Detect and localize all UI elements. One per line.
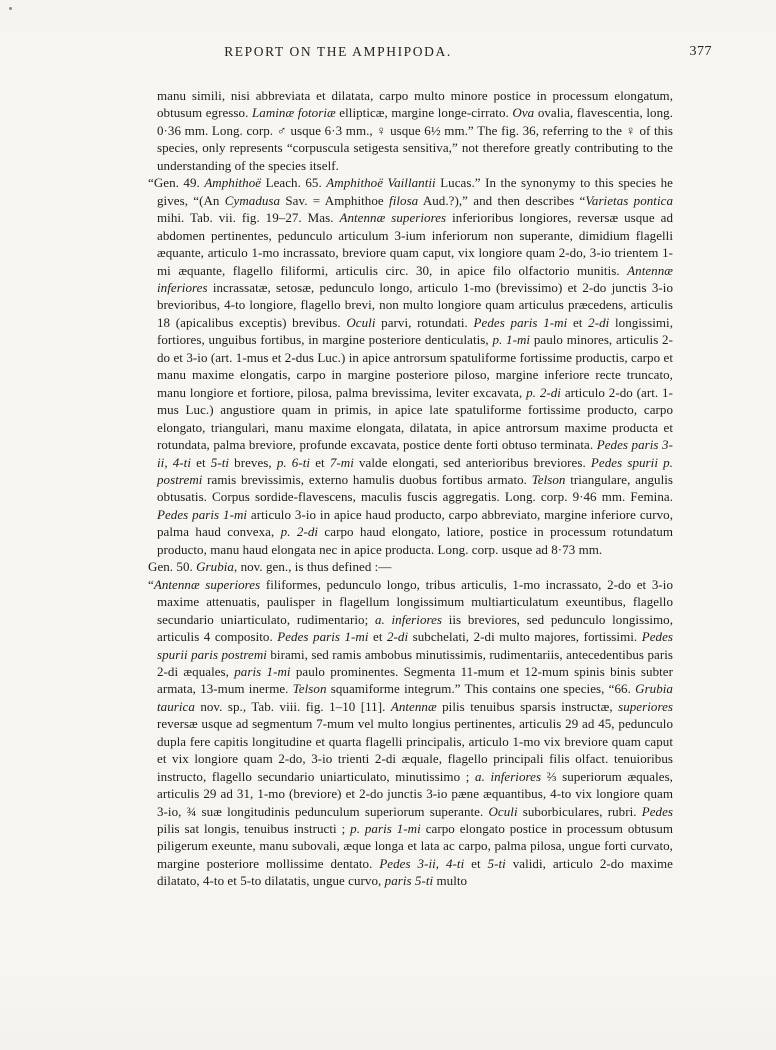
italic-text-run: Pedes 3-ii, 4-ti <box>379 855 465 871</box>
text-run: reversæ usque ad segmentum 7-mum vel multo longius pertinentes, articulis 29 ad 45, pedunculo dupla fere capitis longitudine et quarta flagelli principalis, articulo 1-mo vix breviore quam caput et vix longiore quam 2-do, 3-io trienti 2-di æquale, flagello principali filis olfact. tenuioribus instructo, flagello secundario uniarticulato, minutissimo ; <box>157 716 673 784</box>
page-header-title: REPORT ON THE AMPHIPODA. <box>224 44 452 59</box>
italic-text-run: Antennæ superiores <box>339 210 447 226</box>
italic-text-run: paris 1-mi <box>234 663 291 679</box>
text-run: Aud.?),” and then describes “ <box>418 192 586 208</box>
italic-text-run: Pedes paris 3-ii, 4-ti <box>157 437 673 470</box>
text-run: , nov. gen., is thus defined :— <box>233 559 392 575</box>
text-run: squamiforme integrum.” This contains one species, “66. <box>326 681 636 697</box>
text-run: mihi. Tab. vii. fig. 19–27. Mas. <box>157 210 340 226</box>
text-run: parvi, rotundati. <box>375 314 474 330</box>
text-run: paulo prominentes. Segmenta 11-mum et 12-mum spinis binis subter armata, 13-mum inerme. <box>157 663 673 697</box>
italic-text-run: Pedes spurii paris postremi <box>157 629 673 662</box>
italic-text-run: p. 6-ti <box>276 454 311 470</box>
italic-text-run: a. inferiores <box>374 611 443 627</box>
text-run: pilis tenuibus sparsis instructæ, <box>436 698 619 714</box>
italic-text-run: Grubia <box>196 559 234 575</box>
italic-text-run: p. 1-mi <box>492 332 531 348</box>
text-run: ovalia, flavescentia, long. 0·36 mm. Long. corp. ♂ usque 6·3 mm., ♀ usque 6½ mm.” The fig. 36, referring to the ♀ of this species, only represents “corpuscula setigesta sensitiva,” not therefore greatly contributing to the understanding of the species itself. <box>157 105 673 173</box>
italic-text-run: 2-di <box>588 314 610 330</box>
italic-text-run: Laminæ fotoriæ <box>251 105 336 121</box>
italic-text-run: Antennæ inferiores <box>157 262 673 295</box>
text-run: et <box>310 454 330 470</box>
italic-text-run: Amphithoë <box>204 175 262 191</box>
text-run: et <box>191 454 211 470</box>
text-run: incrassatæ, setosæ, pedunculo longo, articulo 1-mo (brevissimo) et 2-do junctis 3-io brevioribus, 4-to longiore, flagello brevi, non multo longiore quam articulus præcedens, articulis 18 (apicalibus exceptis) brevibus. <box>157 279 673 330</box>
italic-text-run: 2-di <box>386 629 409 645</box>
italic-text-run: Pedes paris 1-mi <box>157 506 248 522</box>
text-run: longissimi, fortiores, unguibus fortibus, in margine posteriore denticulatis, <box>157 314 673 348</box>
page-body <box>148 87 674 890</box>
text-run: ramis brevissimis, externo hamulis duobus fortibus armato. <box>202 471 532 487</box>
text-run: “ <box>148 576 154 592</box>
page-header <box>0 44 776 64</box>
text-run: et <box>567 314 589 330</box>
text-run: et <box>464 855 488 871</box>
paragraph <box>148 174 674 558</box>
paragraph <box>157 87 673 174</box>
text-run: breves, <box>229 454 277 470</box>
italic-text-run: Pedes paris 1-mi <box>473 314 568 330</box>
text-run: et <box>368 629 387 645</box>
italic-text-run: Amphithoë Vaillantii <box>326 175 436 191</box>
text-run: paulo minores, articulis 2-do et 3-io (art. 1-mus et 2-dus Luc.) in apice antrorsum spatuliforme fortissime productis, carpo et manu maxime elongatis, carpo in margine posteriore piloso, margine inferiore recte truncato, manu longiore et fortiore, pilosa, palma brevissima, leviter excavata, <box>157 332 673 400</box>
text-run: pilis sat longis, tenuibus instructi ; <box>157 821 351 837</box>
text-run: iis breviores, sed pedunculo longissimo, articulis 4 composito. <box>157 611 673 645</box>
italic-text-run: Oculi <box>346 314 376 330</box>
italic-text-run: Varietas pontica <box>585 192 674 208</box>
italic-text-run: Telson <box>292 681 327 697</box>
text-run: multo <box>433 873 468 889</box>
italic-text-run: 5-ti <box>210 454 230 470</box>
text-run: manu simili, nisi abbreviata et dilatata, carpo multo minore postice in processum elongatum, obtusum egresso. <box>157 88 673 121</box>
text-run: articulo 2-do (art. 1-mus Luc.) angustiore quam in primis, in apice late spatuliforme fortissime producto, carpo elongato, triangulari, manu maxime elongata, dilatata, in apice antrorsum maxime producta et rotundata, palma breviore, profunde excavata, postice dente forti obtuso terminata. <box>157 384 673 453</box>
text-run: carpo elongato postice in processum obtusum piligerum exeunte, manu subovali, æque longa et lata ac carpo, palma pilosa, ungue forti curvato, margine posteriore mollissime dentato. <box>157 821 673 871</box>
italic-text-run: a. inferiores <box>475 768 542 784</box>
italic-text-run: Telson <box>531 471 566 487</box>
text-run: validi, articulo 2-do maxime dilatato, 4-to et 5-to dilatatis, ungue curvo, <box>157 855 673 889</box>
text-run: ⅔ superiorum æquales, articulis 29 ad 31, 1-mo (breviore) et 2-do junctis 3-io pæne æquantibus, 4-to vix longiore quam 3-io, ¾ suæ longitudinis pedunculum superiorum superante. <box>157 768 673 819</box>
page-number: 377 <box>689 44 712 59</box>
italic-text-run: Ova <box>512 105 535 121</box>
italic-text-run: p. 2-di <box>280 524 319 540</box>
paragraph <box>148 576 674 890</box>
text-run: Leach. 65. <box>261 175 327 191</box>
text-run: “Gen. 49. <box>148 175 205 191</box>
italic-text-run: Pedes <box>641 803 674 819</box>
text-run: carpo haud elongato, latiore, postice in processum rotundatum producto, manu haud elongata nec in apice producta. Long. corp. usque ad 8·73 mm. <box>157 524 673 557</box>
text-run: subchelati, 2-di multo majores, fortissimi. <box>408 629 642 645</box>
italic-text-run: Pedes spurii p. postremi <box>157 454 673 487</box>
text-run: nov. sp., Tab. viii. fig. 1–10 [11]. <box>194 698 391 714</box>
text-run: filiformes, pedunculo longo, tribus articulis, 1-mo incrassato, 2-do et 3-io maxime attenuatis, paulisper in flagellum longissimum multiarticulatum exeuntibus, flagello secundario uniarticulato, rudimentario; <box>157 576 673 627</box>
italic-text-run: Cymadusa <box>224 192 281 208</box>
text-run: triangulare, angulis obtusatis. Corpus sordide-flavescens, maculis fuscis aggregatis. Long. corp. 9·46 mm. Femina. <box>157 471 673 505</box>
italic-text-run: Antennæ <box>390 698 437 714</box>
italic-text-run: Grubia taurica <box>157 681 673 714</box>
text-run: Sav. = Amphithoe <box>280 192 390 208</box>
italic-text-run: filosa <box>389 192 419 208</box>
text-run: articulo 3-io in apice haud producto, carpo abbreviato, margine inferiore curvo, palma haud convexa, <box>157 506 673 540</box>
italic-text-run: 7-mi <box>329 454 354 470</box>
text-run: valde elongati, sed anterioribus breviores. <box>353 454 591 470</box>
text-run: ellipticæ, margine longe-cirrato. <box>335 105 513 121</box>
italic-text-run: p. paris 1-mi <box>350 821 421 837</box>
text-run: inferioribus longiores, reversæ usque ad abdomen pertinentes, pedunculo articulum 3-ium inferiorum non superante, dimidium flagelli æquante, articulo 1-mo incrassato, breviore quam caput, vix longiore quam 2-do, 3-io trientem 1-mi æquante, flagello filiformi, articulis circ. 30, in apice filo olfactorio munitis. <box>157 210 673 278</box>
italic-text-run: paris 5-ti <box>384 873 434 889</box>
scan-speck <box>9 7 12 10</box>
italic-text-run: Oculi <box>488 803 518 819</box>
text-run: birami, sed ramis ambobus minutissimis, rudimentariis, antecedentibus paris 2-di æquales, <box>157 646 674 679</box>
text-run: Lucas.” In the synonymy to this species he gives, “(An <box>157 175 673 208</box>
italic-text-run: p. 2-di <box>526 384 561 400</box>
italic-text-run: Antennæ superiores <box>153 576 261 592</box>
text-run: suborbiculares, rubri. <box>517 803 642 819</box>
italic-text-run: Pedes paris 1-mi <box>277 629 369 645</box>
italic-text-run: 5-ti <box>487 855 506 871</box>
italic-text-run: superiores <box>618 698 673 714</box>
paragraph <box>148 558 673 575</box>
text-run: Gen. 50. <box>148 559 197 575</box>
